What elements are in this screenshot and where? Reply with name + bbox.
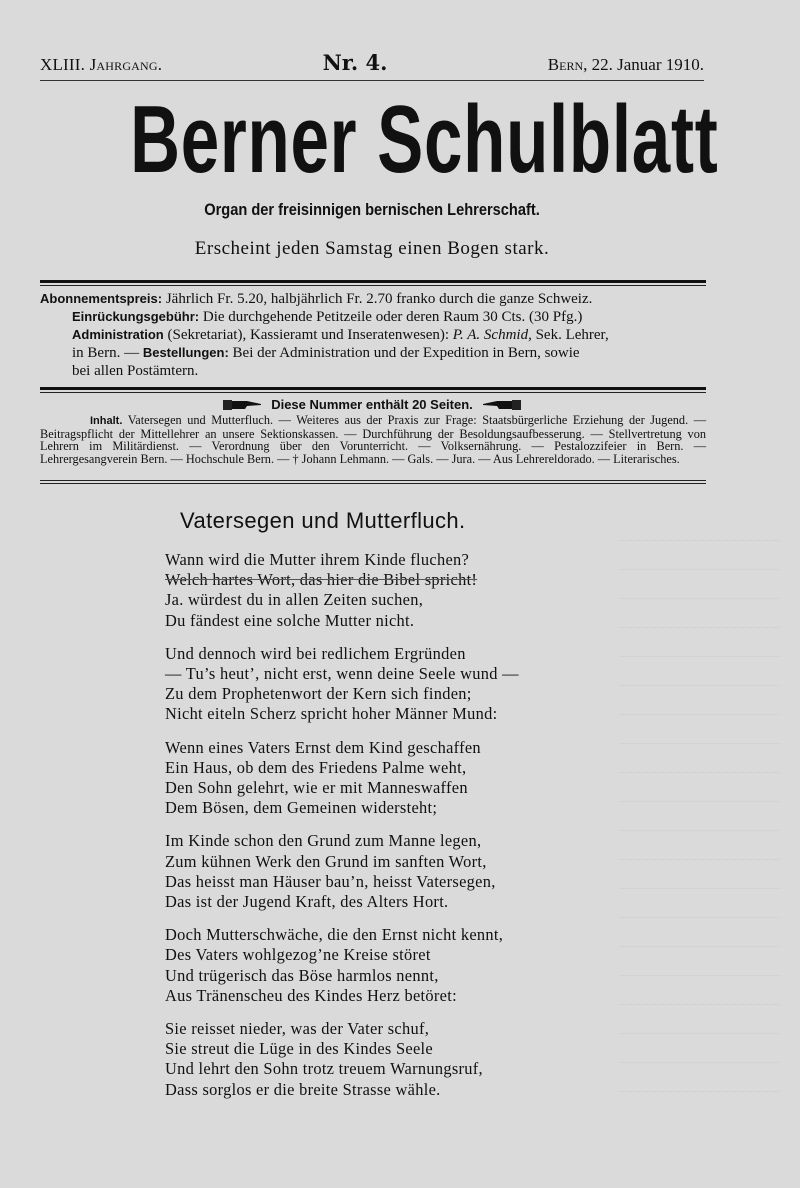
verse: Des Vaters wohlgezog’ne Kreise störet: [165, 945, 431, 965]
date: 22. Januar 1910.: [591, 55, 704, 74]
insertion-fee-line: [40, 308, 708, 326]
page-count-notice: [40, 397, 704, 412]
verse: Ein Haus, ob dem des Friedens Palme weht,: [165, 757, 467, 777]
verse: Dass sorglos er die breite Strasse wähle.: [165, 1079, 441, 1099]
verse: Du fändest eine solche Mutter nicht.: [165, 610, 415, 630]
issue-date: [548, 55, 704, 75]
poem-stanza: [165, 1019, 635, 1100]
newspaper-subtitle: Organ der freisinnigen bernischen Lehrerschaft.: [204, 200, 540, 219]
administration-label: Administration: [72, 327, 164, 342]
newspaper-tagline: Erscheint jeden Samstag einen Bogen stark.: [194, 238, 550, 259]
verse: Wann wird die Mutter ihrem Kinde fluchen?: [165, 550, 470, 569]
administration-text: (Sekretariat), Kassieramt und Inseratenwesen):: [167, 327, 450, 343]
verse: Dem Bösen, dem Gemeinen widersteht;: [165, 798, 438, 818]
verse: Aus Tränenscheu des Kindes Herz betöret:: [165, 985, 457, 1005]
masthead-header-line: [40, 50, 704, 76]
verse: Wenn eines Vaters Ernst dem Kind geschaffen: [165, 737, 481, 757]
pointing-hand-left-icon: [481, 399, 521, 411]
verse: Welch hartes Wort, das hier die Bibel spricht!: [165, 570, 478, 590]
verse: Nicht eiteln Scherz spricht hoher Männer Mund:: [165, 704, 498, 724]
orders-label: Bestellungen:: [142, 345, 229, 360]
verse: Und trügerisch das Böse harmlos nennt,: [165, 965, 439, 985]
issue-number: Nr. 4.: [322, 50, 388, 75]
subscription-price-line: [40, 290, 708, 308]
table-of-contents: [40, 414, 706, 465]
double-rule-middle: [40, 387, 706, 393]
verse: Zu dem Prophetenwort der Kern sich finden;: [165, 684, 472, 704]
contents-text: Vatersegen und Mutterfluch. — Weiteres aus der Praxis zur Frage: Staatsbürgerliche Erziehung der Jugend. — Beitragspflicht der Mittellehrer an unsere Sektionskassen. — Durchführung der Besoldungsaufbesserung. — Stellvertretung von Lehrern im Militärdienst. — Verordnung über den Vorunterricht. — Volksernährung. — Pestalozzifeier in Bern. — Lehrergesangverein Bern. — Hochschule Bern. — † Johann Lehmann. — Gals. — Jura. — Aus Lehrereldorado. — Literarisches.: [40, 413, 706, 466]
notice-text: Diese Nummer enthält 20 Seiten.: [271, 397, 473, 412]
insertion-fee-text: Die durchgehende Petitzeile oder deren Raum 30 Cts. (30 Pfg.): [202, 309, 583, 325]
volume-label: [40, 55, 162, 75]
subscription-price-text: Jährlich Fr. 5.20, halbjährlich Fr. 2.70 franko durch die ganze Schweiz.: [165, 291, 593, 307]
double-rule-top: [40, 280, 706, 286]
administrator-name: P. A. Schmid,: [452, 327, 532, 343]
verse: Und lehrt den Sohn trotz treuem Warnungsruf,: [165, 1059, 483, 1079]
verse: Sie streut die Lüge in des Kindes Seele: [165, 1039, 433, 1059]
place: Bern,: [547, 55, 588, 74]
poem-title: Vatersegen und Mutterfluch.: [180, 508, 466, 533]
header-rule: [40, 80, 704, 81]
poem-stanza: [165, 738, 635, 819]
administrator-title: Sek. Lehrer,: [535, 327, 609, 343]
volume-word: Jahrgang.: [89, 55, 163, 74]
administration-location: in Bern. —: [72, 345, 140, 361]
subscription-price-label: Abonnementspreis:: [40, 291, 163, 306]
verse: Das ist der Jugend Kraft, des Alters Hort.: [165, 892, 449, 912]
verse: Zum kühnen Werk den Grund im sanften Wort,: [165, 851, 487, 871]
administration-line: [40, 326, 708, 344]
verse: Das heisst man Häuser bau’n, heisst Vatersegen,: [165, 871, 496, 891]
orders-line-2: bei allen Postämtern.: [72, 363, 199, 379]
pointing-hand-right-icon: [223, 399, 263, 411]
orders-line: [40, 344, 708, 362]
volume-number: XLIII.: [40, 55, 86, 74]
poem-stanza: [165, 831, 635, 912]
double-rule-bottom: [40, 480, 706, 484]
verse: — Tu’s heut’, nicht erst, wenn deine Seele wund —: [165, 664, 519, 684]
verse: Ja. würdest du in allen Zeiten suchen,: [165, 590, 424, 610]
verse: Doch Mutterschwäche, die den Ernst nicht kennt,: [165, 925, 504, 945]
newspaper-title: Berner Schulblatt: [130, 86, 719, 193]
poem-stanza: [165, 550, 635, 631]
verse: Im Kinde schon den Grund zum Manne legen,: [165, 831, 482, 851]
verse: Und dennoch wird bei redlichem Ergründen: [165, 643, 466, 663]
poem-body: [165, 550, 635, 1113]
poem-stanza: [165, 644, 635, 725]
subscription-info: [40, 290, 708, 380]
verse: Sie reisset nieder, was der Vater schuf,: [165, 1019, 430, 1039]
poem-stanza: [165, 925, 635, 1006]
orders-text: Bei der Administration und der Expedition in Bern, sowie: [232, 345, 580, 361]
contents-label: Inhalt.: [90, 415, 123, 427]
insertion-fee-label: Einrückungsgebühr:: [72, 309, 200, 324]
show-through-text: [620, 520, 780, 1120]
verse: Den Sohn gelehrt, wie er mit Manneswaffen: [165, 778, 468, 798]
